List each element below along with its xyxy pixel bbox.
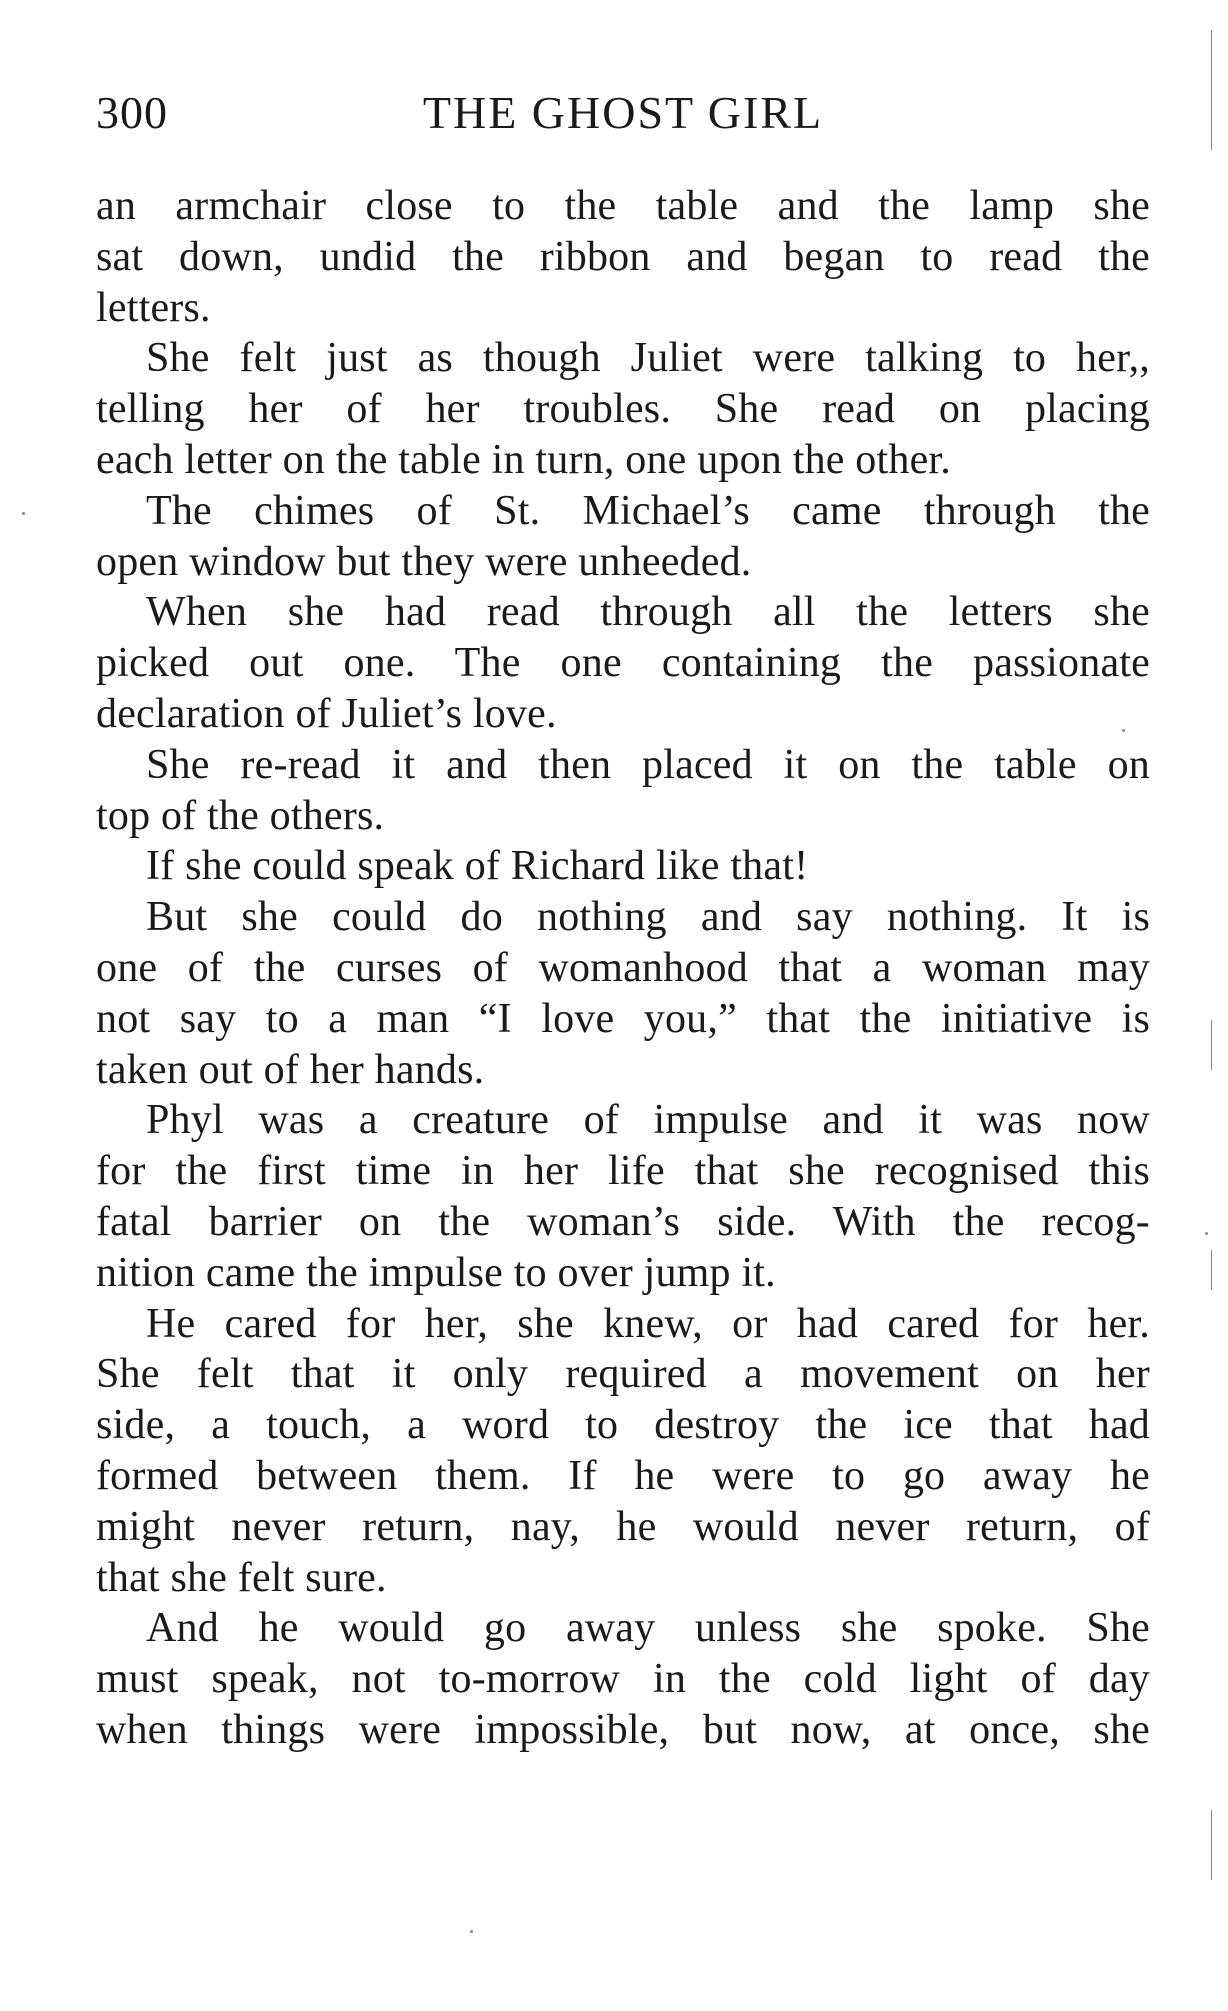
speck [22, 512, 25, 515]
text-line: taken out of her hands. [96, 1046, 485, 1093]
text-line: When she had read through all the letters she [146, 589, 1150, 636]
text-line: not say to a man “I love you,” that the initiative is [96, 995, 1150, 1042]
text-line: might never return, nay, he would never return, of [96, 1503, 1150, 1550]
body-text [96, 181, 1150, 1756]
text-line: Phyl was a creature of impulse and it was now [146, 1097, 1150, 1144]
text-line: picked out one. The one containing the passionate [96, 640, 1150, 687]
text-line: The chimes of St. Michael’s came through the [146, 487, 1150, 534]
text-line: formed between them. If he were to go away he [96, 1452, 1150, 1499]
text-line: top of the others. [96, 792, 385, 839]
running-head [96, 86, 1150, 146]
text-line: an armchair close to the table and the lamp she [96, 183, 1150, 229]
text-line: He cared for her, she knew, or had cared for her. [146, 1300, 1150, 1347]
text-line: fatal barrier on the woman’s side. With the recog- [96, 1198, 1150, 1245]
page-number: 300 [96, 87, 168, 138]
text-line: that she felt sure. [96, 1554, 387, 1601]
speck [1205, 1232, 1208, 1235]
text-line: She re-read it and then placed it on the table on [146, 741, 1150, 788]
text-line: sat down, undid the ribbon and began to read the [96, 233, 1150, 280]
text-line: letters. [96, 284, 211, 331]
text-line: She felt that it only required a movement on her [96, 1351, 1150, 1398]
text-line: declaration of Juliet’s love. [96, 690, 557, 737]
page-edge-marks [1208, 0, 1216, 2011]
speck [470, 1930, 473, 1933]
text-line: each letter on the table in turn, one upon the other. [96, 436, 951, 483]
text-line: And he would go away unless she spoke. She [146, 1605, 1150, 1652]
text-line: open window but they were unheeded. [96, 538, 752, 585]
text-line: for the first time in her life that she recognised this [96, 1148, 1150, 1195]
running-title: THE GHOST GIRL [422, 87, 824, 138]
text-line: one of the curses of womanhood that a woman may [96, 944, 1150, 991]
text-line: when things were impossible, but now, at once, she [96, 1706, 1150, 1753]
text-line: must speak, not to-morrow in the cold light of day [96, 1656, 1150, 1703]
speck [1122, 729, 1125, 732]
text-line: side, a touch, a word to destroy the ice that had [96, 1402, 1150, 1449]
text-line: But she could do nothing and say nothing. It is [146, 894, 1150, 941]
text-line: She felt just as though Juliet were talking to her,, [146, 335, 1150, 382]
text-line: telling her of her troubles. She read on placing [96, 386, 1150, 433]
text-line: nition came the impulse to over jump it. [96, 1249, 776, 1296]
text-line: If she could speak of Richard like that! [146, 843, 809, 890]
